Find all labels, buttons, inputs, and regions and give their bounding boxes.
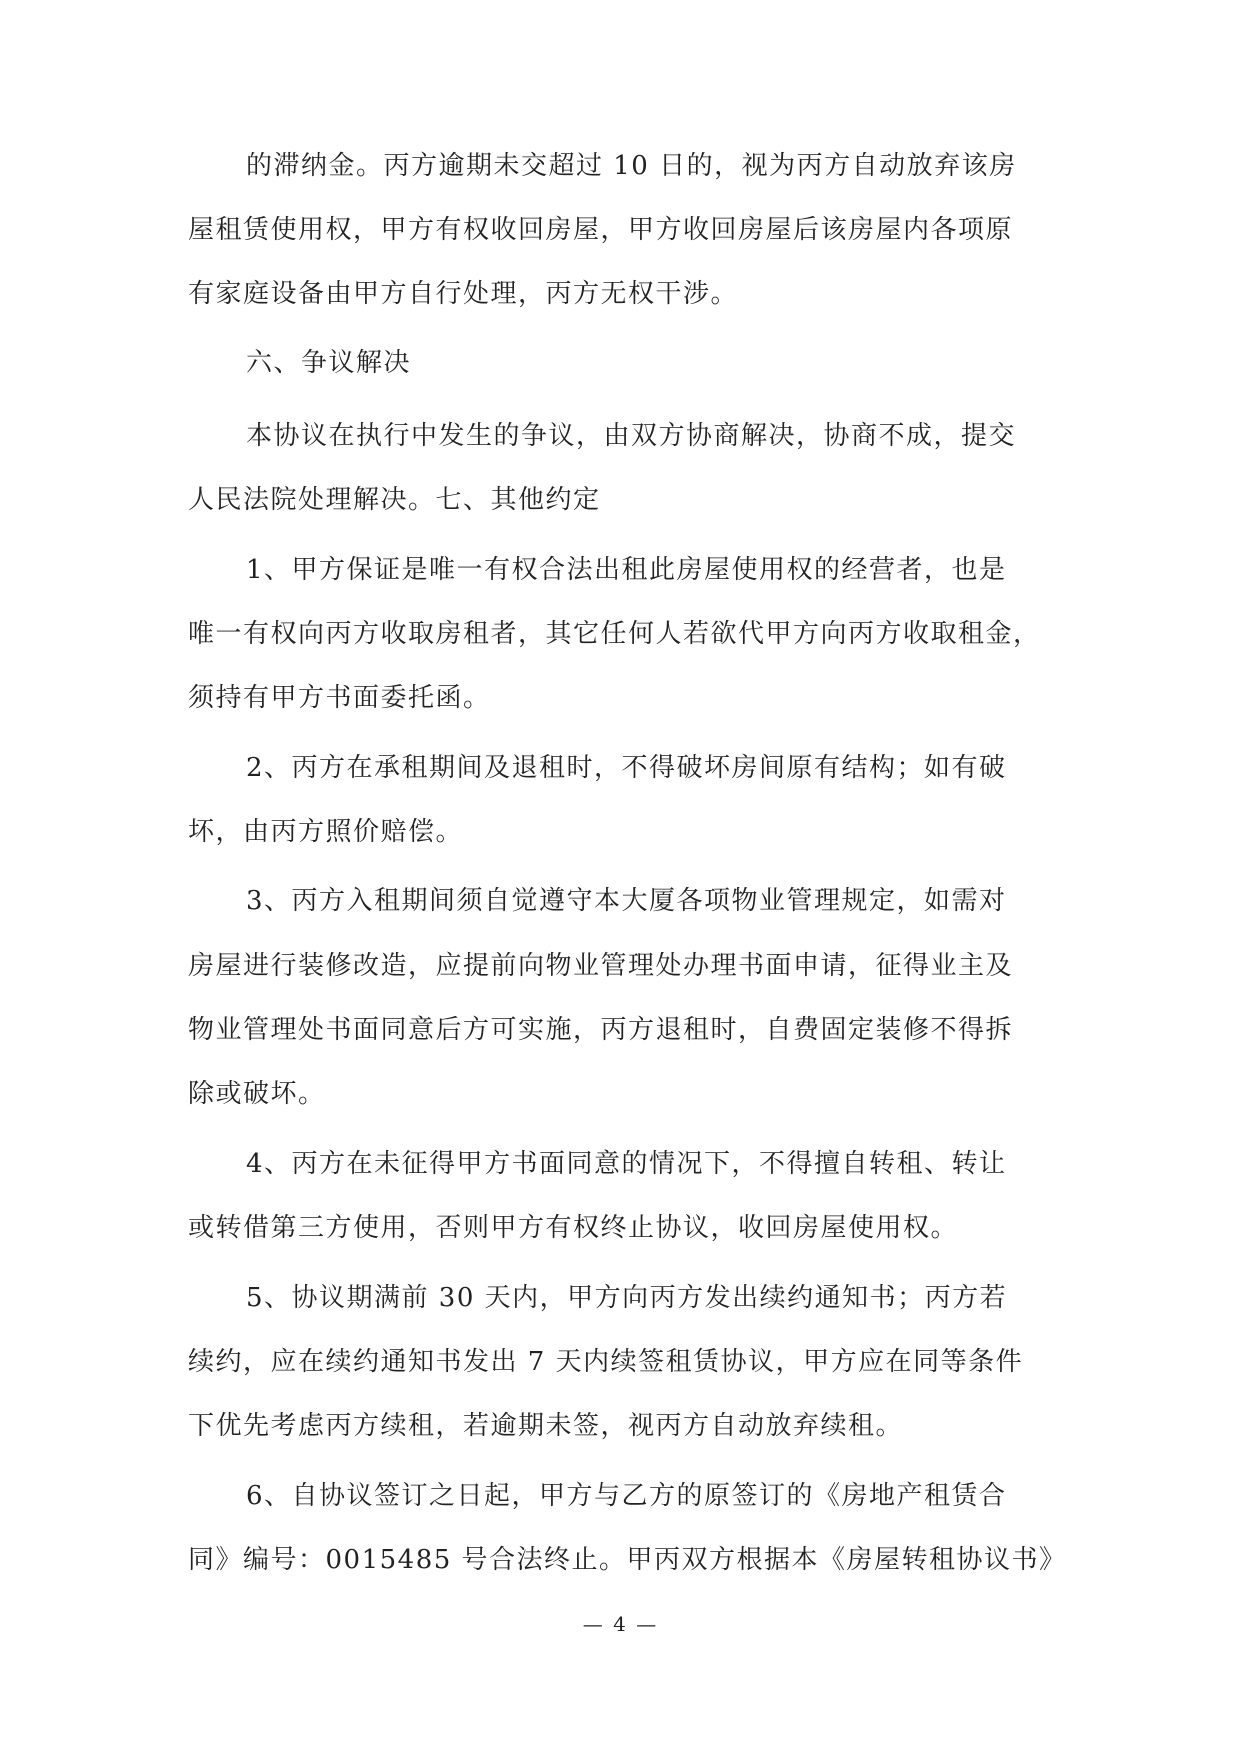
item-5-line-3: 下优先考虑丙方续租，若逾期未签，视丙方自动放弃续租。 — [188, 1411, 904, 1441]
item-5-line-1: 5、协议期满前 30 天内，甲方向丙方发出续约通知书；丙方若 — [246, 1283, 1008, 1313]
item-6-line-2: 同》编号：0015485 号合法终止。甲丙双方根据本《房屋转租协议书》 — [188, 1545, 1067, 1575]
item-3-line-2: 房屋进行装修改造，应提前向物业管理处办理书面申请，征得业主及 — [188, 951, 1014, 981]
continuation-line-3: 有家庭设备由甲方自行处理，丙方无权干涉。 — [188, 279, 739, 309]
dispute-line-1: 本协议在执行中发生的争议，由双方协商解决，协商不成，提交 — [246, 421, 1017, 451]
item-4-line-2: 或转借第三方使用，否则甲方有权终止协议，收回房屋使用权。 — [188, 1213, 959, 1243]
item-5-line-2: 续约，应在续约通知书发出 7 天内续签租赁协议，甲方应在同等条件 — [188, 1347, 1024, 1377]
item-6-line-1: 6、自协议签订之日起，甲方与乙方的原签订的《房地产租赁合 — [246, 1481, 1007, 1511]
item-1-line-2: 唯一有权向丙方收取房租者，其它任何人若欲代甲方向丙方收取租金， — [188, 619, 1041, 649]
continuation-line-1: 的滞纳金。丙方逾期未交超过 10 日的，视为丙方自动放弃该房 — [246, 151, 1017, 181]
item-4-line-1: 4、丙方在未征得甲方书面同意的情况下，不得擅自转租、转让 — [246, 1149, 1007, 1179]
item-2-line-1: 2、丙方在承租期间及退租时，不得破坏房间原有结构；如有破 — [246, 753, 1007, 783]
item-1-line-1: 1、甲方保证是唯一有权合法出租此房屋使用权的经营者，也是 — [246, 555, 1007, 585]
item-1-line-3: 须持有甲方书面委托函。 — [188, 683, 491, 713]
dispute-line-2: 人民法院处理解决。七、其他约定 — [188, 485, 601, 515]
item-2-line-2: 坏，由丙方照价赔偿。 — [188, 817, 464, 847]
item-3-line-1: 3、丙方入租期间须自觉遵守本大厦各项物业管理规定，如需对 — [246, 886, 1007, 916]
item-3-line-3: 物业管理处书面同意后方可实施，丙方退租时，自费固定装修不得拆 — [188, 1015, 1014, 1045]
item-3-line-4: 除或破坏。 — [188, 1079, 326, 1109]
continuation-line-2: 屋租赁使用权，甲方有权收回房屋，甲方收回房屋后该房屋内各项原 — [188, 215, 1014, 245]
section-heading-dispute: 六、争议解决 — [246, 348, 412, 378]
page-number: — 4 — — [582, 1612, 659, 1636]
